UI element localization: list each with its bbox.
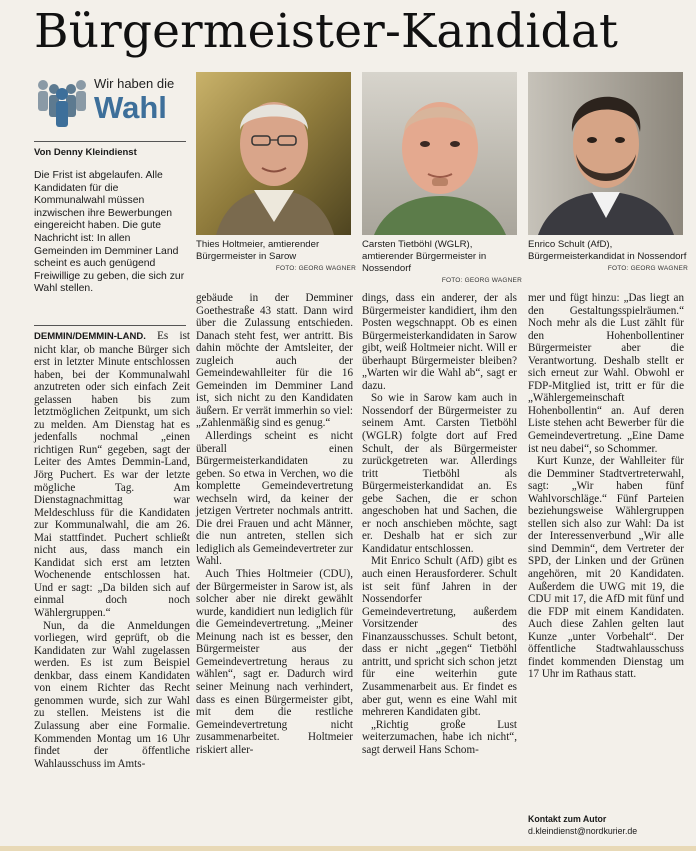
paragraph: DEMMIN/DEMMIN-LAND. Es ist nicht klar, ob manche Bürger sich erst in letzter Minute entschlossen haben, bei der Kommunalwahl anzutreten oder sich einfach Zeit gelassen haben bis zum letztmöglichen Zeitpunkt, um sich zu melden. Am Dienstag hat es jedenfalls nochmal „einen richtigen Run“ gegeben, sagt der Leiter des Amtes Demmin-Land, Jörg Puchert. Es war der letzte mögliche Tag. Am Dienstagnachmittag war Meldeschluss für die Kandidaten zur Kommunalwahl, die am 26. Mai stattfindet. Puchert schließt nicht aus, dass manch ein Kandidat sich erst am letzten Wochenende entschlossen hat. Und er sagt: „Da bilden sich auf einmal doch noch Wählergruppen.“: [34, 330, 190, 620]
caption-schult: [528, 239, 688, 275]
caption-tietboehl: [362, 239, 522, 287]
logo-word: Wahl: [94, 90, 167, 125]
bottom-band: [0, 846, 696, 851]
byline: Von Denny Kleindienst: [34, 147, 137, 158]
article-column-3: [362, 292, 517, 756]
photo-credit: FOTO: GEORG WAGNER: [275, 265, 356, 272]
caption-text: Thies Holtmeier, amtierender Bürgermeister in Sarow: [196, 239, 320, 262]
wahl-logo: [34, 74, 188, 132]
paragraph: Mit Enrico Schult (AfD) gibt es auch einen Herausforderer. Schult ist seit fünf Jahren in der Nossendorfer Gemeindevertretung, außerdem Vorsitzender des Finanzausschusses. Schult betont, dass er nicht „gegen“ Tietböhl antritt, und spricht sich schon jetzt für eine weiterhin gute Zusammenarbeit aus. Er findet es aber gut, wenn es eine Wahl mit mehreren Kandidaten gibt.: [362, 555, 517, 719]
photo-credit: FOTO: GEORG WAGNER: [607, 265, 688, 272]
paragraph: So wie in Sarow kam auch in Nossendorf der Bürgermeister zu seinem Amt. Carsten Tietböhl (WGLR) folgte dort auf Fred Schult, der als Bürgermeister zurückgetreten war. Allerdings tritt Tietböhl als Bürgermeisterkandidat an. Es gebe Sachen, die er schon angeschoben hat und Sachen, die er noch anschieben möchte, sagt er. Deshalb hat er sich zur Kandidatur entschlossen.: [362, 392, 517, 555]
paragraph: mer und fügt hinzu: „Das liegt an den Gestaltungsspielräumen.“ Noch mehr als die Lust zählt für den Hohenbollentiner Bürgermeister aber die Verantwortung. Deshalb stellt er sich erneut zur Wahl. Obwohl er FDP-Mitglied ist, tritt er für die „Wählergemeinschaft Hohenbollentin“ an. Auf deren Liste stehen acht Bewerber für die Gemeindevertretung. „Eine Dame ist neu dabei“, so Schommer.: [528, 292, 684, 455]
paragraph: „Richtig große Lust weiterzumachen, habe ich nicht“, sagt derweil Hans Schom-: [362, 718, 517, 756]
paragraph: Nun, da die Anmeldungen vorliegen, wird geprüft, ob die Kandidaten zur Wahl zugelassen werden. Es ist zum Beispiel denkbar, dass einem Kandidaten von einem Richter das Recht genommen wurde, sich zur Wahl zu stellen. Meistens ist die Zulassung aber eine Formalie. Kommenden Montag um 16 Uhr findet der öffentliche Wahlausschuss im Amts-: [34, 619, 190, 770]
paragraph: Kurt Kunze, der Wahlleiter für die Demminer Stadtvertreterwahl, sagt: „Wir haben fünf Wahlvorschläge.“ Fünf Parteien beziehungsweise Wählergruppen stellen sich also zur Wahl: Da ist der Interessenverbund „Wir alle sind Demmin“, dem Vertreter der SPD, der Linken und der Grünen angehören, mit 20 Kandidaten. Außerdem die UWG mit 19, die CDU mit 17, die AfD mit fünf und die FDP mit einem Kandidaten. Auch diese Zahlen gelten laut Kunze „unter Vorbehalt“. Der öffentliche Stadtwahlausschuss findet kommenden Dienstag um 17 Uhr im Rathaus statt.: [528, 455, 684, 681]
intro-text: Die Frist ist abgelaufen. Alle Kandidaten für die Kommunalwahl müssen inzwischen ihre Bewerbungen eingereicht haben. Die gute Nachricht ist: In allen Gemeinden im Demminer Land scheint es auch genügend Freiwillige zu geben, die sich zur Wahl stellen.: [34, 170, 185, 295]
caption-holtmeier: [196, 239, 356, 275]
intro-rule: [34, 325, 186, 326]
logo-tagline: Wir haben die: [94, 76, 175, 91]
photo-credit: FOTO: GEORG WAGNER: [441, 277, 522, 284]
photo-tietboehl: [362, 72, 517, 235]
byline-rule: [34, 141, 186, 142]
contact-email[interactable]: d.kleindienst@nordkurier.de: [528, 826, 638, 836]
photo-holtmeier: [196, 72, 351, 235]
author-contact: [528, 813, 684, 837]
contact-label: Kontakt zum Autor: [528, 814, 607, 824]
paragraph: gebäude in der Demminer Goethestraße 43 statt. Dann wird über die Zulassung entschieden. Danach steht fest, wer antritt. Bis dahin möchte der Amtsleiter, der zugleich auch der Gemeindewahlleiter für die 16 Gemeinden im Demminer Land ist, sich nicht zu den Kandidaten äußern. Er verrät immerhin so viel: „Zahlenmäßig sind es genug.“: [196, 292, 353, 430]
article-column-2: [196, 292, 353, 756]
people-icon: [34, 74, 92, 132]
dateline: DEMMIN/DEMMIN-LAND.: [34, 331, 146, 342]
article-column-1: [34, 330, 190, 770]
caption-text: Carsten Tietböhl (WGLR), amtierender Bürgermeister in Nossendorf: [362, 239, 487, 274]
caption-text: Enrico Schult (AfD), Bürgermeisterkandidat in Nossendorf: [528, 239, 687, 262]
photo-schult: [528, 72, 683, 235]
article-column-4: [528, 292, 684, 681]
paragraph: Allerdings scheint es nicht überall einen Bürgermeisterkandidaten zu geben. So etwa in Verchen, wo die komplette Gemeindevertretung wechseln wird, da keiner der jetzigen Vertreter nochmals antritt. Die drei Frauen und acht Männer, die nun antreten, stellen sich lediglich als Gemeindevertreter zur Wahl.: [196, 430, 353, 568]
headline: Bürgermeister-Kandidat: [34, 4, 619, 59]
paragraph: dings, dass ein anderer, der als Bürgermeister kandidiert, ihm den Posten wegschnappt. Ob es einen Bürgermeisterkandidaten in Sarow gibt, weiß Holtmeier nicht. Will er überhaupt Bürgermeister bleiben? „Warten wir die Wahl ab“, sagt er dazu.: [362, 292, 517, 392]
paragraph: Auch Thies Holtmeier (CDU), der Bürgermeister in Sarow ist, als solcher aber nie direkt gewählt wurde, kandidiert nun lediglich für die Gemeindevertretung. „Meiner Meinung nach ist es besser, den Bürgermeister aus der Gemeindevertretung heraus zu wählen“, sagt er. Dadurch wird seiner Meinung nach verhindert, dass es einen Bürgermeister gibt, mit dem die restliche Gemeindevertretung nicht zusammenarbeitet. Holtmeier riskiert aller-: [196, 568, 353, 756]
